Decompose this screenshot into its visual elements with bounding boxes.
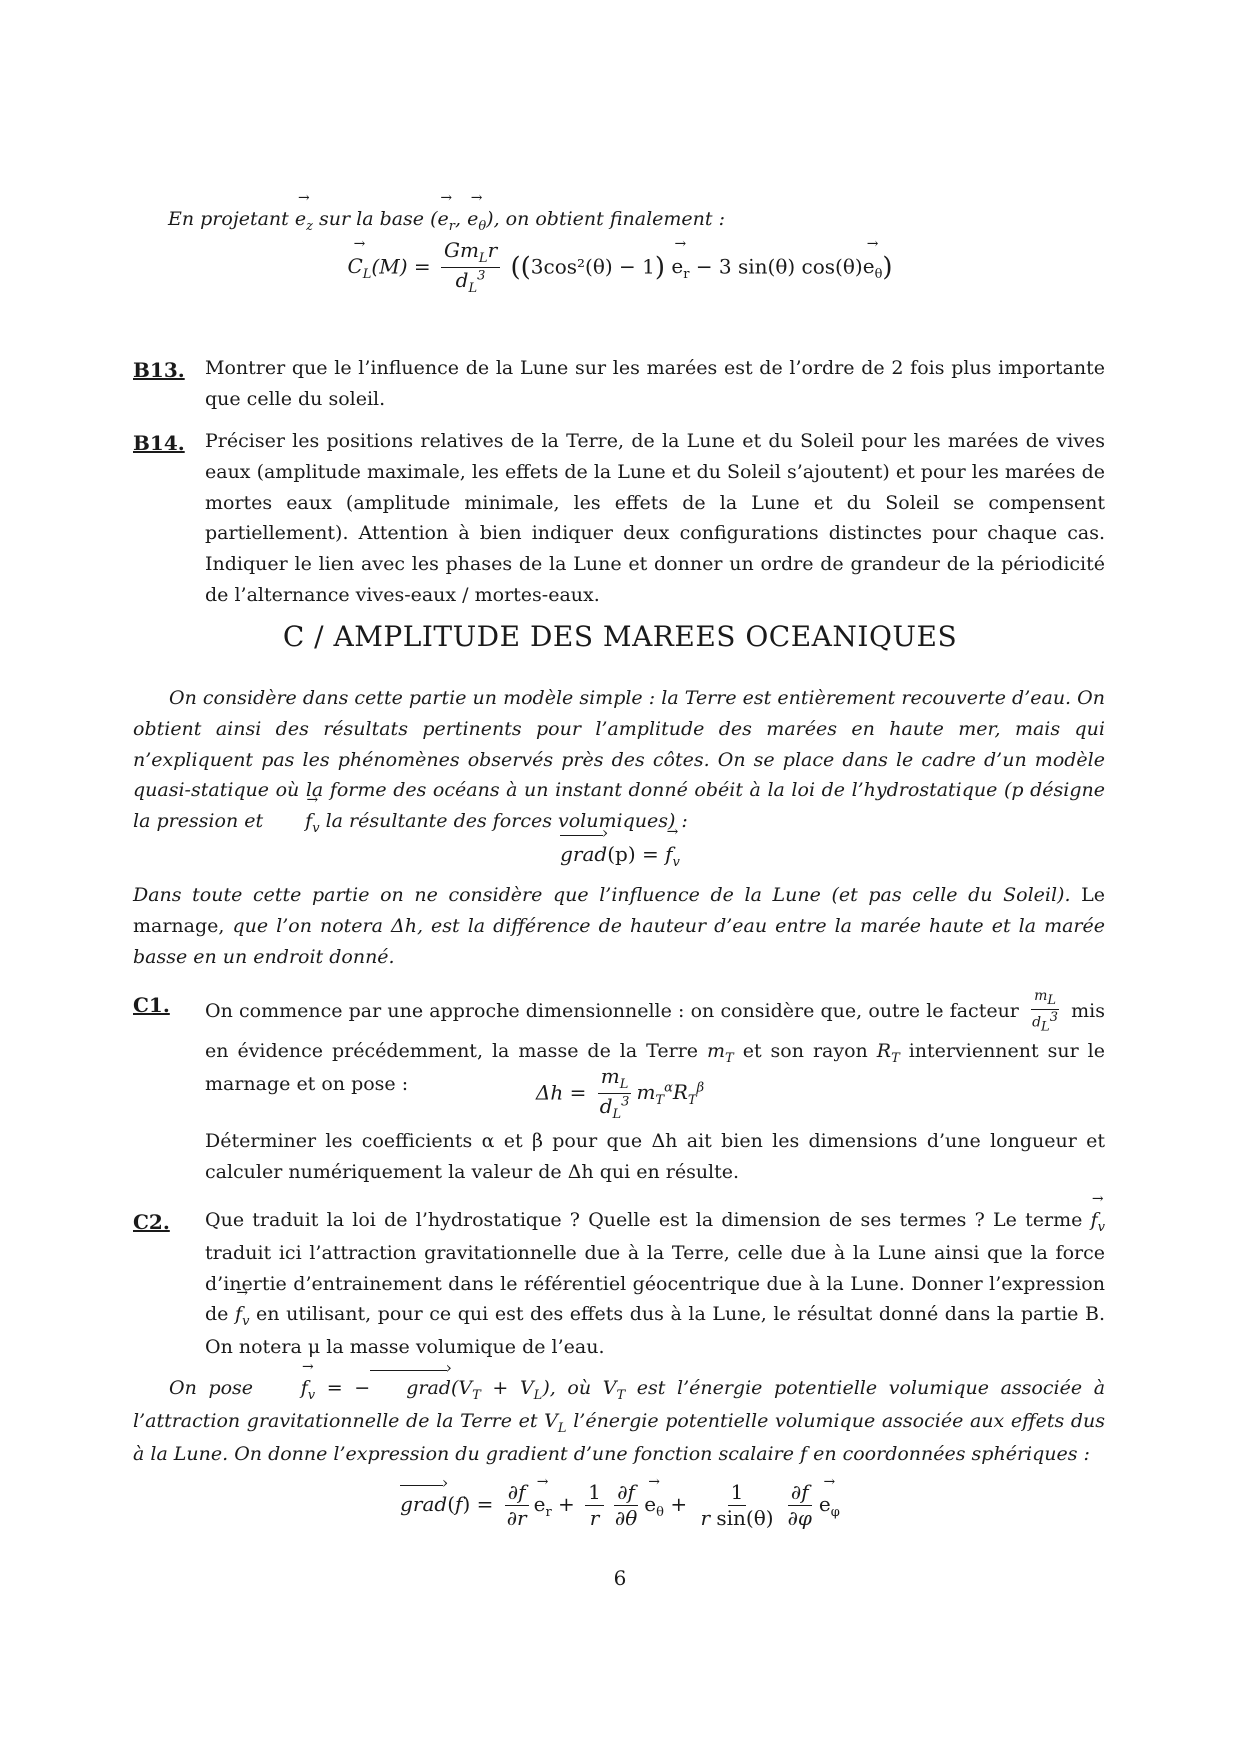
c1-text-b: mis en évidence précédemment, la masse de la Terre (205, 999, 1105, 1062)
equation-tidal-field: → $C_L(M)$ = $\frac{Gm_Lr}{d_L^3}$ ($(3\cos^2(\theta) - 1) \to e_r - 3$ sin(θ) $\cos(\theta)\to e_\theta$) (0, 238, 1240, 298)
equation-gradient-spherical: grad ›(f) = $\frac{\partial f}{\partial r}$ → $e_r$ + $\frac{1}{r}$ $\frac{\partial f}{\partial\theta}$ → $e_\theta$ + $\frac{1}{\text{r sin(θ)}}$ $\frac{\partial f}{\partial\varphi}$ → $e_\varphi$ (0, 1480, 1240, 1531)
section-c-scope (133, 880, 1105, 972)
section-c-para1: On considère dans cette partie un modèle simple : la Terre est entièrement recouverte d’eau. On obtient ainsi des résultats pertinents pour l’amplitude des marées en haute mer, mais qui n’expliquent pas les phénomènes observés près des côtes. On se place dans le cadre d’un modèle quasi-statique où la forme des océans à un instant donné obéit à la loi de l’hydrostatique (p désigne la pression et (133, 687, 1105, 833)
question-label-c1: C1. (133, 993, 170, 1017)
c1-text-d: interviennent sur le marnage et on pose : (205, 1039, 1105, 1095)
section-c-para3-a: On pose (169, 1377, 254, 1399)
section-c-intro: On considère dans cette partie un modèle simple : la Terre est entièrement recouverte d’eau. On obtient ainsi des résultats pertinents pour l’amplitude des marées en haute mer, mais qui n’expliquent pas les phénomènes observés près des côtes. On se place dans le cadre d’un modèle quasi-statique où la forme des océans à un instant donné obéit à la loi de l’hydrostatique (p désigne la pression et → $f_v$ la résultante des forces volumiques) : (133, 683, 1105, 839)
c2-text-c: en utilisant, pour ce qui est des effets dus à la Lune, le résultat donné dans la partie B. On notera μ la masse volumique de l’eau. (205, 1303, 1105, 1359)
equation-hydrostatic: grad ›(p) = → $f_v$ (0, 838, 1240, 873)
c2-text-b: traduit ici l’attraction gravitationnelle due à la Terre, celle due à la Lune ainsi que la force d’inertie d’entrainement dans le référentiel géocentrique due à la Lune. Donner l’expression de (205, 1241, 1105, 1326)
intro-line: En projetant → $e_z$ sur la base (→ $e_r$, → $e_\theta$), on obtient finalement : (168, 204, 1068, 237)
intro-text-b: sur la base ( (319, 208, 438, 230)
section-c-para2-a: Dans toute cette partie on ne considère que l’influence de la Lune (et pas celle du Soleil). (133, 884, 1071, 906)
question-label-b13: B13. (133, 358, 185, 382)
eq1-term2: − 3 sin(θ) cos(θ) (695, 254, 863, 279)
question-text-b14: Préciser les positions relatives de la Terre, de la Lune et du Soleil pour les marées de vives eaux (amplitude maximale, les effets de la Lune et du Soleil s’ajoutent) et pour les marées de mortes eaux (amplitude minimale, les effets de la Lune et du Soleil se compensent partiellement). Attention à bien indiquer deux configurations distinctes pour chaque cas. Indiquer le lien avec les phases de la Lune et donner un ordre de grandeur de la périodicité de l’alternance vives-eaux / mortes-eaux. (205, 430, 1105, 606)
section-c-title: C / AMPLITUDE DES MAREES OCEANIQUES (282, 620, 958, 653)
question-text-c1-followup: Déterminer les coefficients α et β pour que Δh ait bien les dimensions d’une longueur et calculer numériquement la valeur de Δh qui en résulte. (205, 1130, 1105, 1183)
section-c-para2-b: Le marnage, (133, 884, 1105, 937)
page-number: 6 (613, 1566, 627, 1590)
question-label-c2: C2. (133, 1210, 170, 1234)
eq1-term1: 3cos²(θ) − 1 (530, 254, 655, 279)
question-label-b14: B14. (133, 431, 185, 455)
c2-text-a: Que traduit la loi de l’hydrostatique ? Quelle est la dimension de ses termes ? Le terme (205, 1209, 1083, 1231)
section-c-potential: On pose → $f_v$ = − grad $›(V_T + V_L)$, où $V_T$ est l’énergie potentielle volumique associée à l’attraction gravitationnelle de la Terre et $V_L$ l’énergie potentielle volumique associée aux effets dus à la Lune. On donne l’expression du gradient d’une fonction scalaire f en coordonnées sphériques : (133, 1373, 1105, 1469)
question-text-c2: Que traduit la loi de l’hydrostatique ? Quelle est la dimension de ses termes ? Le terme → $f_v$ traduit ici l’attraction gravitationnelle due à la Terre, celle due à la Lune ainsi que la force d’inertie d’entrainement dans le référentiel géocentrique due à la Lune. Donner l’expression de → $f_v$ en utilisant, pour ce qui est des effets dus à la Lune, le résultat donné dans la partie B. On notera μ la masse volumique de l’eau. (205, 1205, 1105, 1363)
c1-text-c: et son rayon (742, 1039, 868, 1062)
vector-ez: → $e_z$ (295, 204, 313, 237)
section-c-para1-end: la résultante des forces volumiques) : (325, 810, 688, 833)
equation-delta-h: Δh = $\frac{m_L}{d_L^3}$ $m_T^\alpha R_T^\beta$ (535, 1064, 705, 1123)
c1-text-a: On commence par une approche dimensionnelle : on considère que, outre le facteur (205, 999, 1019, 1022)
section-c-para2-c: que l’on notera Δh, est la différence de hauteur d’eau entre la marée haute et la marée basse en un endroit donné. (133, 914, 1105, 968)
section-c-para3-b: , où V (549, 1377, 617, 1399)
section-c-para3-d: l’énergie potentielle volumique associée aux effets dus à la Lune. On donne l’expression du gradient d’une fonction scalaire f en coordonnées sphériques : (133, 1409, 1106, 1465)
question-text-b13: Montrer que le l’influence de la Lune sur les marées est de l’ordre de 2 fois plus importante que celle du soleil. (205, 357, 1105, 410)
intro-text-a: En projetant (168, 208, 289, 230)
intro-text-c: ), on obtient finalement : (486, 208, 725, 230)
section-c-para3-c: est l’énergie potentielle volumique associée à l’attraction gravitationnelle de la Terre et V (133, 1377, 1106, 1432)
question-text-c1: On commence par une approche dimensionnelle : on considère que, outre le facteur $\frac{m_L}{d_L^3}$ mis en évidence précédemment, la masse de la Terre $m_T$ et son rayon $R_T$ interviennent sur le marnage et on pose : (205, 988, 1105, 1095)
